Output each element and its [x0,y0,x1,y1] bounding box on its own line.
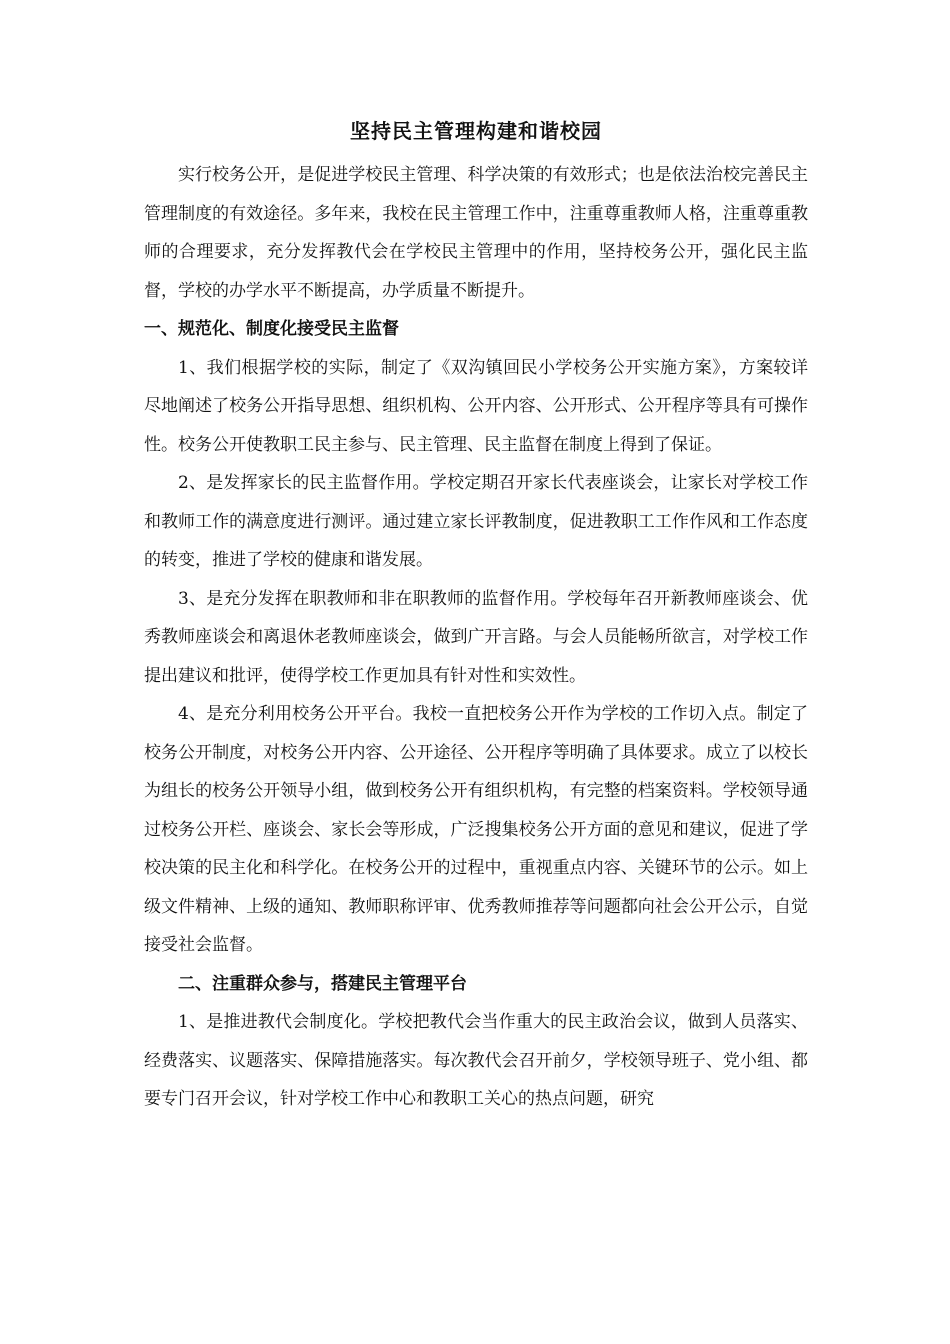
section-2-paragraph-1: 1、是推进教代会制度化。学校把教代会当作重大的民主政治会议，做到人员落实、经费落实、议题落实、保障措施落实。每次教代会召开前夕，学校领导班子、党小组、都要专门召开会议，针对学校工作中心和教职工关心的热点问题，研究 [144,1012,808,1109]
intro-paragraph: 实行校务公开，是促进学校民主管理、科学决策的有效形式；也是依法治校完善民主管理制度的有效途径。多年来，我校在民主管理工作中，注重尊重教师人格，注重尊重教师的合理要求，充分发挥教代会在学校民主管理中的作用，坚持校务公开，强化民主监督，学校的办学水平不断提高，办学质量不断提升。 [144,165,808,301]
document-title: 坚持民主管理构建和谐校园 [350,119,602,143]
section-1-heading: 一、规范化、制度化接受民主监督 [144,319,399,339]
section-2-heading: 二、注重群众参与，搭建民主管理平台 [178,973,467,994]
section-1-paragraph-4: 4、是充分利用校务公开平台。我校一直把校务公开作为学校的工作切入点。制定了校务公开制度，对校务公开内容、公开途径、公开程序等明确了具体要求。成立了以校长为组长的校务公开领导小组，做到校务公开有组织机构，有完整的档案资料。学校领导通过校务公开栏、座谈会、家长会等形成，广泛搜集校务公开方面的意见和建议，促进了学校决策的民主化和科学化。在校务公开的过程中，重视重点内容、关键环节的公示。如上级文件精神、上级的通知、教师职称评审、优秀教师推荐等问题都向社会公开公示，自觉接受社会监督。 [144,704,808,955]
document-body [144,118,808,1119]
section-1-paragraph-3: 3、是充分发挥在职教师和非在职教师的监督作用。学校每年召开新教师座谈会、优秀教师座谈会和离退休老教师座谈会，做到广开言路。与会人员能畅所欲言，对学校工作提出建议和批评，使得学校工作更加具有针对性和实效性。 [144,588,808,686]
section-1-paragraph-2: 2、是发挥家长的民主监督作用。学校定期召开家长代表座谈会，让家长对学校工作和教师工作的满意度进行测评。通过建立家长评教制度，促进教职工工作作风和工作态度的转变，推进了学校的健康和谐发展。 [144,473,808,570]
section-1-paragraph-1: 1、我们根据学校的实际，制定了《双沟镇回民小学校务公开实施方案》，方案较详尽地阐述了校务公开指导思想、组织机构、公开内容、公开形式、公开程序等具有可操作性。校务公开使教职工民主参与、民主管理、民主监督在制度上得到了保证。 [144,357,808,455]
